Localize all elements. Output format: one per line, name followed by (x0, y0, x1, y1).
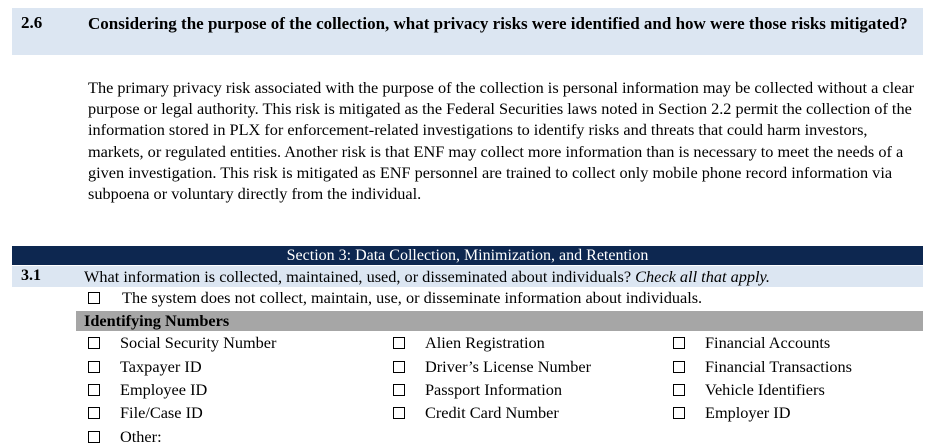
category-heading: Identifying Numbers (84, 311, 230, 330)
option-label: Taxpayer ID (120, 357, 202, 376)
option-taxpayer-id[interactable] (88, 357, 202, 377)
none-option[interactable] (88, 288, 702, 308)
option-label: Other: (120, 427, 162, 446)
option-label: Employer ID (705, 403, 791, 422)
question-number: 3.1 (21, 267, 41, 284)
checkbox[interactable] (673, 361, 685, 373)
option-label: Financial Accounts (705, 333, 831, 352)
option-drivers-license-number[interactable] (393, 357, 591, 377)
option-label: The system does not collect, maintain, use, or disseminate information about individuals. (122, 288, 703, 307)
answer-paragraph: The primary privacy risk associated with the purpose of the collection is personal information may be collected without a clear purpose or legal authority. This risk is mitigated as the Federal Securities laws noted in Section 2.2 permit the collection of the information stored in PLX for enforcement-related investigations to identify risks and threats that could harm investors, markets, or regulated entities. Another risk is that ENF may collect more information than is necessary to meet the needs of a given investigation. This risk is mitigated as ENF personnel are trained to collect only mobile phone record information via subpoena or voluntary directly from the individual. (88, 78, 915, 204)
checkbox[interactable] (88, 384, 100, 396)
option-label: Credit Card Number (425, 403, 559, 422)
checkbox[interactable] (393, 384, 405, 396)
question-title: Considering the purpose of the collection, what privacy risks were identified and how were those risks mitigated? (88, 14, 908, 33)
checkbox[interactable] (673, 407, 685, 419)
option-label: Alien Registration (425, 333, 545, 352)
checkbox[interactable] (88, 337, 100, 349)
checkbox[interactable] (88, 361, 100, 373)
checkbox[interactable] (673, 337, 685, 349)
option-financial-accounts[interactable] (673, 333, 830, 353)
option-label: Vehicle Identifiers (705, 380, 825, 399)
option-passport-information[interactable] (393, 380, 562, 400)
checkbox[interactable] (393, 337, 405, 349)
option-label: File/Case ID (120, 403, 203, 422)
option-file-case-id[interactable] (88, 403, 203, 423)
option-financial-transactions[interactable] (673, 357, 852, 377)
option-label: Financial Transactions (705, 357, 852, 376)
question-instruction: Check all that apply. (635, 267, 770, 286)
option-label: Passport Information (425, 380, 563, 399)
checkbox[interactable] (88, 292, 100, 304)
option-label: Social Security Number (120, 333, 277, 352)
option-alien-registration[interactable] (393, 333, 545, 353)
section-header: Section 3: Data Collection, Minimization, and Retention (12, 246, 923, 265)
option-vehicle-identifiers[interactable] (673, 380, 825, 400)
option-employer-id[interactable] (673, 403, 790, 423)
checkbox[interactable] (88, 407, 100, 419)
question-prompt: What information is collected, maintained, used, or disseminated about individuals? (84, 267, 632, 286)
checkbox[interactable] (673, 384, 685, 396)
question-text (84, 266, 770, 287)
option-credit-card-number[interactable] (393, 403, 559, 423)
option-label: Driver’s License Number (425, 357, 592, 376)
option-employee-id[interactable] (88, 380, 207, 400)
option-other[interactable] (88, 427, 162, 447)
option-label: Employee ID (120, 380, 208, 399)
checkbox[interactable] (393, 407, 405, 419)
option-social-security-number[interactable] (88, 333, 276, 353)
checkbox[interactable] (393, 361, 405, 373)
question-number: 2.6 (21, 13, 43, 32)
checkbox[interactable] (88, 431, 100, 443)
